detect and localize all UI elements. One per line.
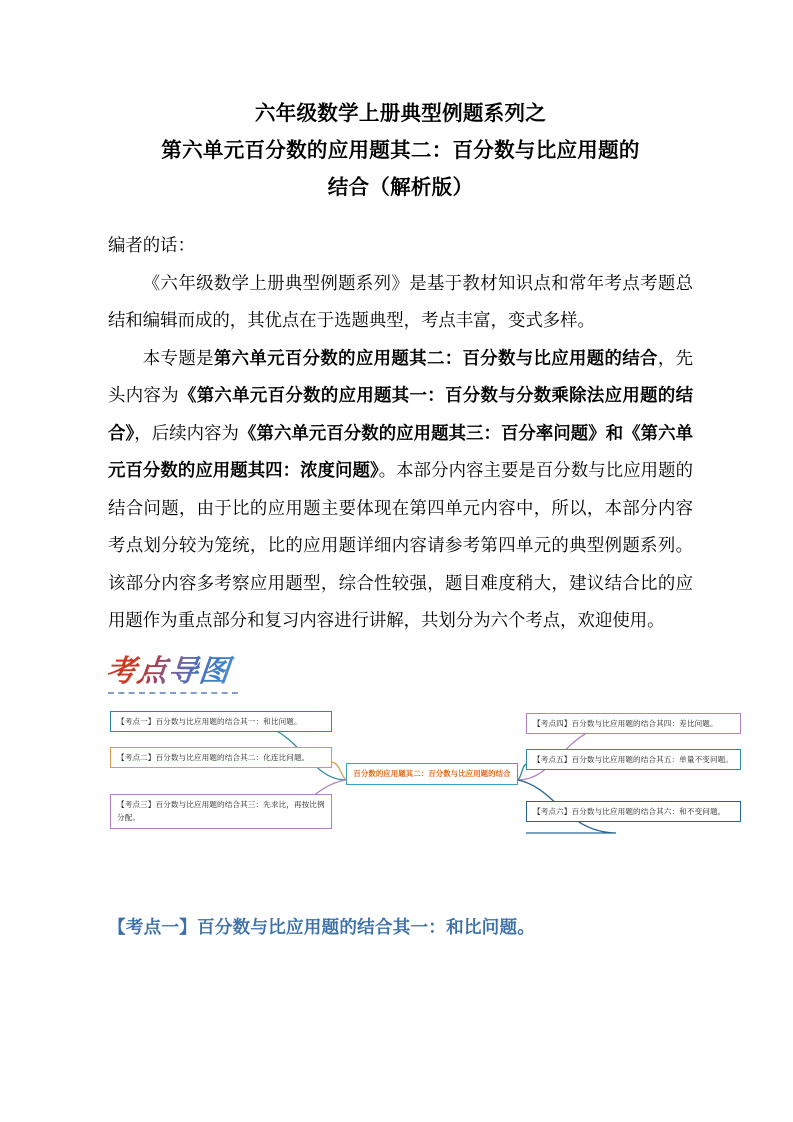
intro-paragraph: 《六年级数学上册典型例题系列》是基于教材知识点和常年考点考题总结和编辑而成的，其优点在于选题典型，考点丰富，变式多样。 [108, 272, 693, 330]
mindmap-diagram [108, 708, 748, 858]
mindmap-node-kaodian-2[interactable]: 【考点二】百分数与比应用题的结合其二：化连比问题。 [110, 747, 332, 769]
mindmap-center-node[interactable]: 百分数的应用题其二：百分数与比应用题的结合 [346, 763, 518, 785]
section-heading-kaodian-1: 【考点一】百分数与比应用题的结合其一：和比问题。 [108, 916, 536, 937]
mindmap-node-kaodian-5[interactable]: 【考点五】百分数与比应用题的结合其五：单量不变问题。 [526, 749, 741, 771]
art-title-text: 考点导图 [102, 654, 238, 690]
document-title [108, 96, 693, 207]
topic-seg-7: 。本部分内容主要是百分数与比应用题的结合问题，由于比的应用题主要体现在第四单元内容中，所以，本部分内容考点划分较为笼统，比的应用题详细内容请参考第四单元的典型例题系列。该部分内容多考察应用题型，综合性较强，题目难度稍大，建议结合比的应用题作为重点部分和复习内容进行讲解，共划分为六个考点，欢迎使用。 [108, 460, 693, 630]
topic-seg-6: 《第六单元百分数的应用题其三：百分率问题》和《第六单元百分数的应用题其四：浓度问题》 [108, 422, 693, 480]
body-content [108, 227, 693, 640]
mindmap-node-kaodian-3[interactable]: 【考点三】百分数与比应用题的结合其三：先求比，再按比例分配。 [110, 794, 332, 829]
mindmap-node-kaodian-4[interactable]: 【考点四】百分数与比应用题的结合其四：差比问题。 [526, 713, 741, 735]
mindmap-node-kaodian-1[interactable]: 【考点一】百分数与比应用题的结合其一：和比问题。 [110, 711, 332, 733]
topic-seg-3: ，先头内容为 [108, 347, 693, 405]
mindmap-node-kaodian-6[interactable]: 【考点六】百分数与比应用题的结合其六：和不变问题。 [526, 801, 741, 823]
topic-seg-4: 《第六单元百分数的应用题其一：百分数与分数乘除法应用题的结合》 [108, 385, 693, 443]
topic-seg-5: ，后续内容为 [134, 422, 240, 443]
topic-paragraph [108, 340, 693, 640]
art-title-underline [108, 692, 238, 694]
topic-seg-1: 本专题是 [142, 347, 214, 368]
editor-note-label: 编者的话： [108, 235, 195, 255]
art-title-block [104, 654, 693, 700]
topic-seg-2: 第六单元百分数的应用题其二：百分数与比应用题的结合 [213, 347, 658, 368]
title-line-3: 结合（解析版） [327, 177, 474, 199]
title-line-2: 第六单元百分数的应用题其二：百分数与比应用题的 [161, 140, 640, 162]
title-line-1: 六年级数学上册典型例题系列之 [254, 103, 547, 125]
connector-center-to-kaodian-5 [518, 764, 526, 780]
